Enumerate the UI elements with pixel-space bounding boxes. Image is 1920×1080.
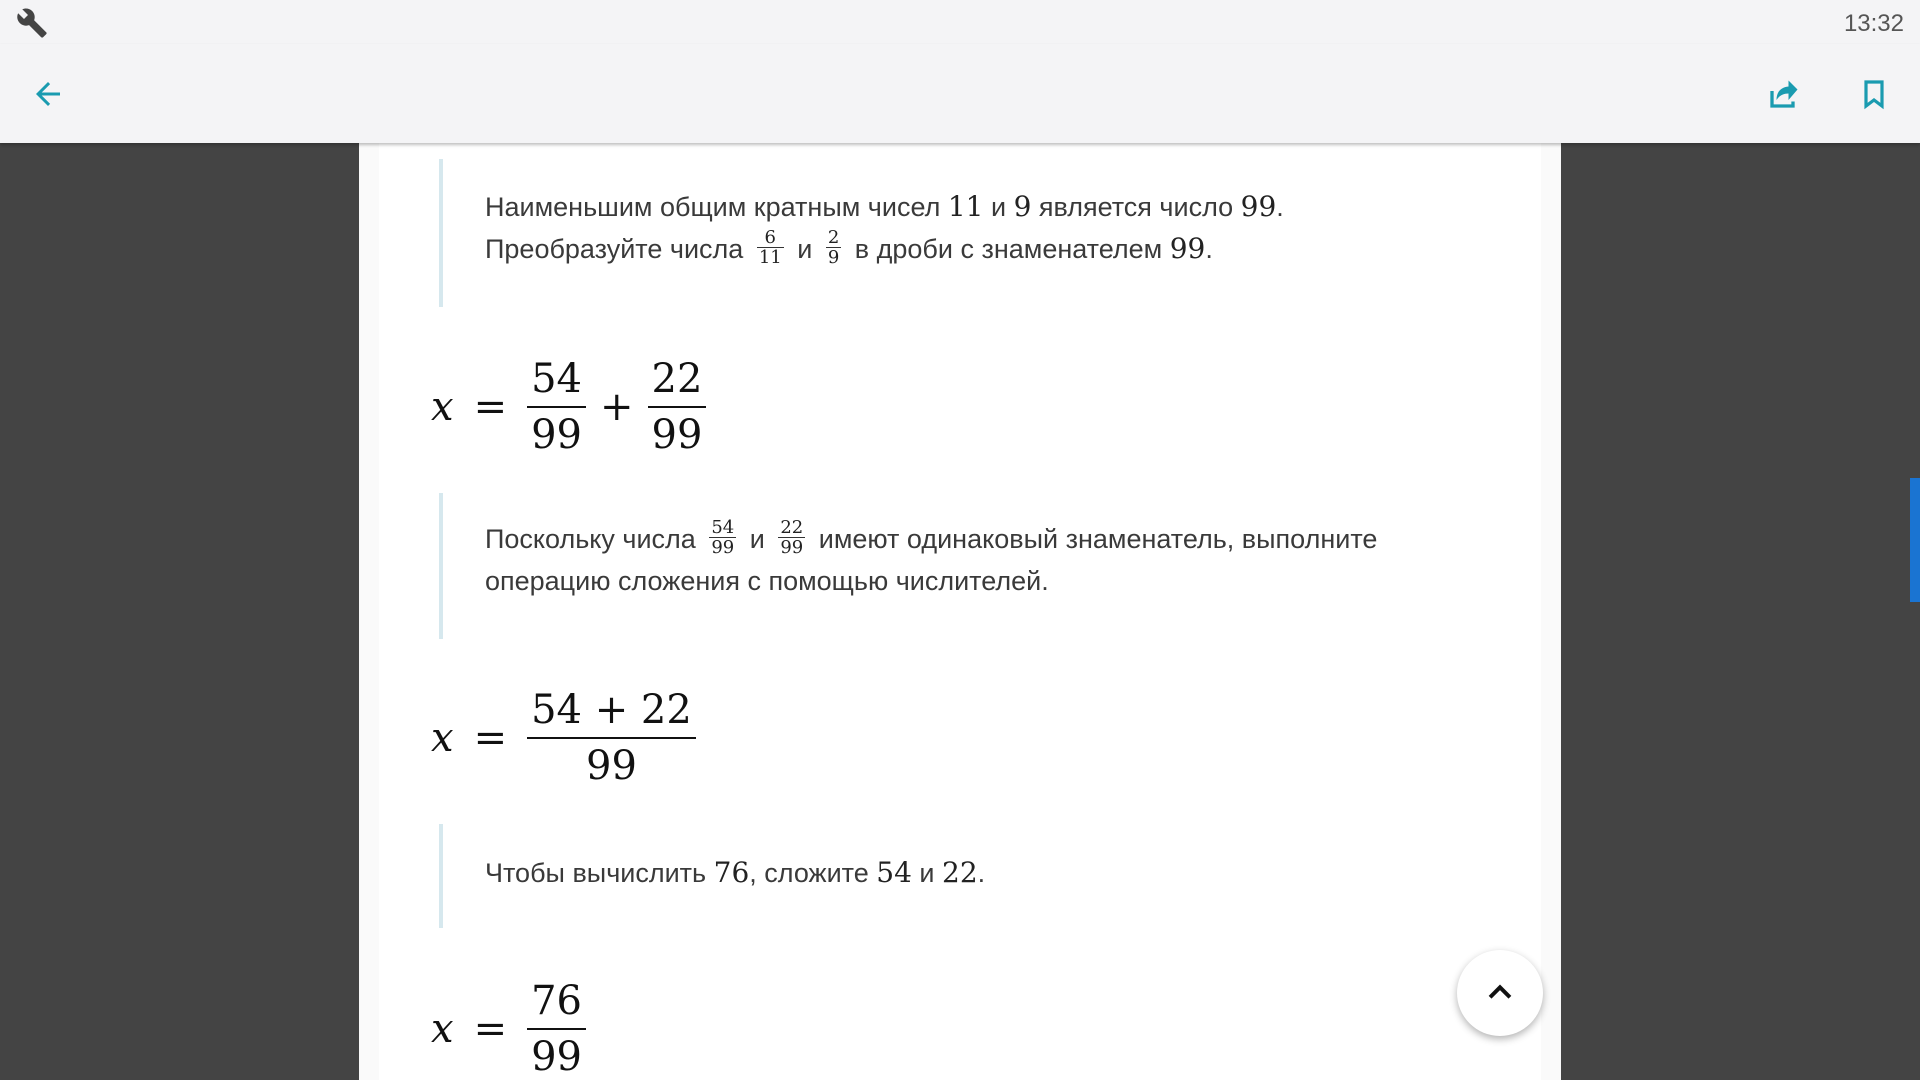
fraction: $\frac{22}{99}$ bbox=[648, 352, 707, 462]
solution-page bbox=[359, 143, 1561, 1080]
chevron-up-icon bbox=[1483, 976, 1517, 1010]
solution-steps bbox=[379, 143, 1541, 1080]
inline-fraction: $\frac{6}{11}$ bbox=[758, 227, 782, 269]
bookmark-button[interactable] bbox=[1846, 66, 1902, 122]
back-arrow-icon bbox=[30, 76, 66, 112]
toolbar bbox=[0, 44, 1920, 143]
equation: x = $\frac{54 + 22}{99}$ bbox=[431, 680, 696, 796]
step-text-line: Чтобы вычислить 76, сложите 54 и 22. bbox=[485, 856, 986, 889]
inline-fraction: $\frac{2}{9}$ bbox=[827, 227, 840, 269]
step-explanation bbox=[439, 159, 1483, 307]
wrench-icon bbox=[16, 7, 48, 39]
step-text-line: операцию сложения с помощью числителей. bbox=[485, 566, 1049, 597]
share-button[interactable] bbox=[1756, 66, 1812, 122]
step-explanation bbox=[439, 824, 1483, 928]
equation: x = $\frac{54}{99}$ + $\frac{22}{99}$ bbox=[431, 349, 706, 465]
bookmark-icon bbox=[1858, 78, 1890, 110]
fraction: $\frac{54 + 22}{99}$ bbox=[527, 683, 696, 793]
step-explanation bbox=[439, 493, 1483, 639]
inline-fraction: $\frac{54}{99}$ bbox=[711, 517, 735, 559]
status-bar bbox=[0, 0, 1920, 44]
fraction: $\frac{76}{99}$ bbox=[527, 974, 586, 1080]
step-text-line: Наименьшим общим кратным чисел 11 и 9 является число 99. bbox=[485, 190, 1284, 223]
clock: 13:32 bbox=[1843, 10, 1904, 37]
share-icon bbox=[1766, 76, 1802, 112]
equation: x = $\frac{76}{99}$ bbox=[431, 971, 586, 1080]
fraction: $\frac{54}{99}$ bbox=[527, 352, 586, 462]
step-text-line: Преобразуйте числа $\frac{6}{11}$ и $\frac{2}{9}$ в дроби с знаменателем 99. bbox=[485, 227, 1213, 269]
scroll-to-top-button[interactable] bbox=[1457, 950, 1543, 1036]
inline-fraction: $\frac{22}{99}$ bbox=[780, 517, 804, 559]
step-text-line: Поскольку числа $\frac{54}{99}$ и $\frac{22}{99}$ имеют одинаковый знаменатель, выполните bbox=[485, 517, 1378, 559]
back-button[interactable] bbox=[20, 66, 76, 122]
side-panel-handle[interactable] bbox=[1910, 478, 1920, 602]
